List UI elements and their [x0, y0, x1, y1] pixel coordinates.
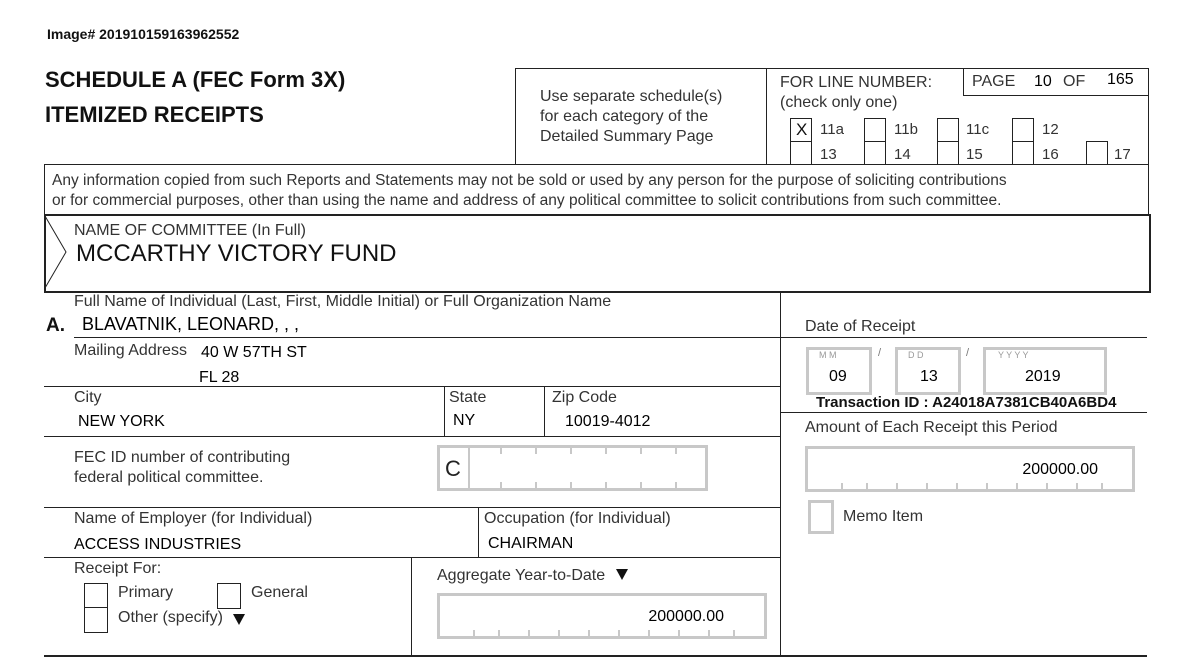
checkbox-14[interactable] [864, 141, 886, 165]
aggregate-value: 200000.00 [648, 608, 724, 625]
checkbox-17-label: 17 [1114, 146, 1131, 163]
of-label: OF [1063, 73, 1086, 90]
committee-label: NAME OF COMMITTEE (In Full) [74, 222, 306, 239]
date-day-hint: D D [908, 350, 924, 360]
notice-line-1: Any information copied from such Reports and Statements may not be sold or used by any person for the purpose of soliciting contributions [52, 172, 1007, 189]
occupation-label: Occupation (for Individual) [484, 510, 671, 527]
rule-right-top [780, 337, 1147, 338]
checkbox-11b[interactable] [864, 118, 886, 142]
notice-line-2: or for commercial purposes, other than using the name and address of any political committee to solicit contributions from such committee. [52, 192, 1002, 209]
item-letter: A. [46, 315, 65, 336]
checkbox-16-label: 16 [1042, 146, 1059, 163]
receipt-for-label: Receipt For: [74, 560, 162, 577]
page-label: PAGE [972, 73, 1016, 90]
rule-name [74, 337, 780, 338]
memo-checkbox[interactable] [808, 500, 834, 534]
fec-id-label-2: federal political committee. [74, 469, 264, 486]
page-number: 10 [1034, 73, 1052, 90]
date-sep-2: / [966, 347, 970, 359]
primary-checkbox[interactable] [84, 583, 108, 609]
checkbox-11c[interactable] [937, 118, 959, 142]
column-divider [780, 292, 781, 657]
primary-label: Primary [118, 584, 174, 601]
state-value: NY [453, 412, 476, 429]
aggregate-field[interactable] [437, 593, 767, 639]
date-month-field[interactable] [806, 347, 872, 395]
checkbox-16[interactable] [1012, 141, 1034, 165]
rule-right-transaction [780, 412, 1147, 413]
memo-label: Memo Item [843, 508, 924, 525]
city-value: NEW YORK [78, 413, 165, 430]
fec-id-field[interactable] [437, 445, 708, 491]
date-day-field[interactable] [895, 347, 961, 395]
checkbox-11a-mark: X [796, 120, 808, 139]
instructions-line-1: Use separate schedule(s) [540, 88, 723, 105]
committee-chevron [44, 216, 70, 288]
mailing-address-label: Mailing Address [74, 342, 187, 359]
checkbox-11a[interactable] [790, 118, 812, 142]
date-label: Date of Receipt [805, 318, 916, 335]
employer-label: Name of Employer (for Individual) [74, 510, 313, 527]
check-only-label: (check only one) [780, 94, 898, 111]
rule-fec [44, 507, 780, 508]
page-total: 165 [1107, 71, 1134, 88]
city-label: City [74, 389, 102, 406]
other-checkbox[interactable] [84, 607, 108, 633]
transaction-id: Transaction ID : A24018A7381CB40A6BD4 [816, 394, 1117, 411]
checkbox-12-label: 12 [1042, 121, 1059, 138]
committee-name: MCCARTHY VICTORY FUND [76, 240, 397, 267]
amount-label: Amount of Each Receipt this Period [805, 419, 1058, 436]
receipt-aggregate-divider [411, 557, 412, 657]
checkbox-11b-label: 11b [894, 121, 918, 138]
full-name-label: Full Name of Individual (Last, First, Middle Initial) or Full Organization Name [74, 293, 612, 310]
rule-address [44, 386, 780, 387]
contributor-name: BLAVATNIK, LEONARD, , , [82, 314, 300, 334]
instructions-line-2: for each category of the [540, 108, 709, 125]
rule-city [44, 436, 780, 437]
date-month: 09 [829, 368, 847, 385]
zip-label: Zip Code [552, 389, 617, 406]
general-checkbox[interactable] [217, 583, 241, 609]
employer-occupation-divider [478, 507, 479, 557]
other-label: Other (specify) [118, 609, 223, 626]
checkbox-15[interactable] [937, 141, 959, 165]
aggregate-label: Aggregate Year-to-Date [437, 567, 606, 584]
state-label: State [449, 389, 487, 406]
occupation-value: CHAIRMAN [488, 535, 574, 552]
fec-id-prefix: C [445, 456, 461, 481]
checkbox-11a-label: 11a [820, 121, 844, 138]
instructions-line-3: Detailed Summary Page [540, 128, 714, 145]
checkbox-11c-label: 11c [966, 121, 990, 138]
state-zip-divider [544, 386, 545, 436]
image-id: Image# 201910159163962552 [47, 26, 240, 42]
checkbox-14-label: 14 [894, 146, 911, 163]
amount-field[interactable] [805, 446, 1135, 492]
general-label: General [251, 584, 308, 601]
other-dropdown-arrow-icon[interactable] [233, 614, 245, 625]
address-line-2: FL 28 [199, 369, 240, 386]
fec-id-label-1: FEC ID number of contributing [74, 449, 291, 466]
date-year-hint: Y Y Y Y [998, 350, 1029, 360]
checkbox-12[interactable] [1012, 118, 1034, 142]
amount-value: 200000.00 [1022, 461, 1098, 478]
line-number-label: FOR LINE NUMBER: [780, 74, 933, 91]
checkbox-13[interactable] [790, 141, 812, 165]
rule-employer [44, 557, 780, 558]
address-line-1: 40 W 57TH ST [201, 344, 307, 361]
checkbox-15-label: 15 [966, 146, 983, 163]
date-day: 13 [920, 368, 938, 385]
date-year: 2019 [1025, 368, 1061, 385]
aggregate-arrow-icon [616, 569, 628, 580]
date-month-hint: M M [819, 350, 837, 360]
checkbox-13-label: 13 [820, 146, 837, 163]
bottom-rule [44, 655, 1147, 657]
schedule-subtitle: ITEMIZED RECEIPTS [45, 102, 264, 127]
schedule-title: SCHEDULE A (FEC Form 3X) [45, 67, 346, 92]
zip-value: 10019-4012 [565, 413, 651, 430]
city-state-divider [444, 386, 445, 436]
employer-value: ACCESS INDUSTRIES [74, 536, 242, 553]
date-sep-1: / [878, 347, 882, 359]
date-year-field[interactable] [983, 347, 1107, 395]
checkbox-17[interactable] [1086, 141, 1108, 165]
